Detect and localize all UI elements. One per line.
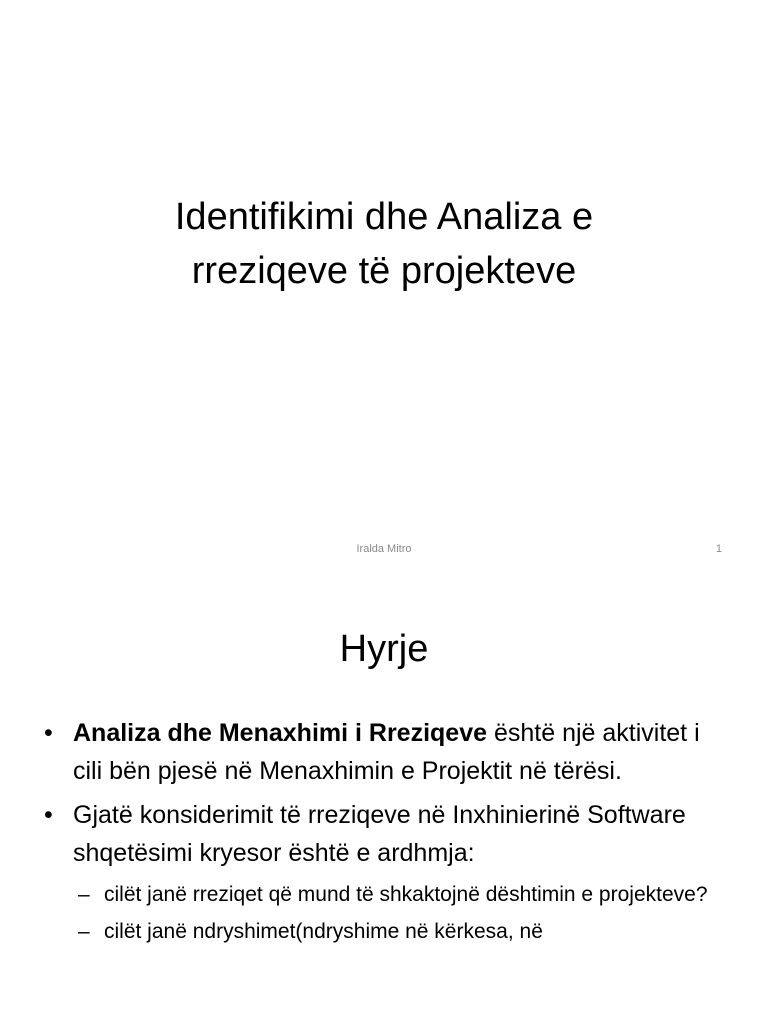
sub-bullet-item <box>78 915 724 948</box>
bullet-item <box>44 714 724 790</box>
footer-author: Iralda Mitro <box>356 543 412 555</box>
bullet-text <box>73 714 724 790</box>
bullet-rest-text: është një aktivitet i cili bën pjesë në Menaxhimin e Projektit në tërësi. <box>73 719 700 785</box>
slide-2-body <box>44 714 724 952</box>
bullet-bold-text: Analiza dhe Menaxhimi i Rreziqeve <box>73 719 488 747</box>
dash-mark: – <box>78 883 90 906</box>
slide-1-title <box>80 190 688 298</box>
slide-2-title: Hyrje <box>339 628 429 670</box>
sub-bullet-text: cilët janë rreziqet që mund të shkaktojnë dështimin e projekteve? <box>104 883 708 906</box>
bullet-text: Gjatë konsiderimit të rreziqeve në Inxhinierinë Software shqetësimi kryesor është e ardhmja: <box>73 801 686 867</box>
sub-bullet-item <box>78 878 724 911</box>
dash-mark: – <box>78 920 90 943</box>
sub-bullet-text: cilët janë ndryshimet(ndryshime në kërkesa, në <box>104 920 543 943</box>
bullet-item <box>44 796 724 872</box>
title-line-2: rreziqeve të projekteve <box>191 250 577 292</box>
page-number: 1 <box>715 543 722 555</box>
bullet-mark: • <box>44 719 53 747</box>
bullet-mark: • <box>44 801 53 829</box>
slide-2 <box>0 576 768 1024</box>
title-line-1: Identifikimi dhe Analiza e <box>174 196 594 238</box>
